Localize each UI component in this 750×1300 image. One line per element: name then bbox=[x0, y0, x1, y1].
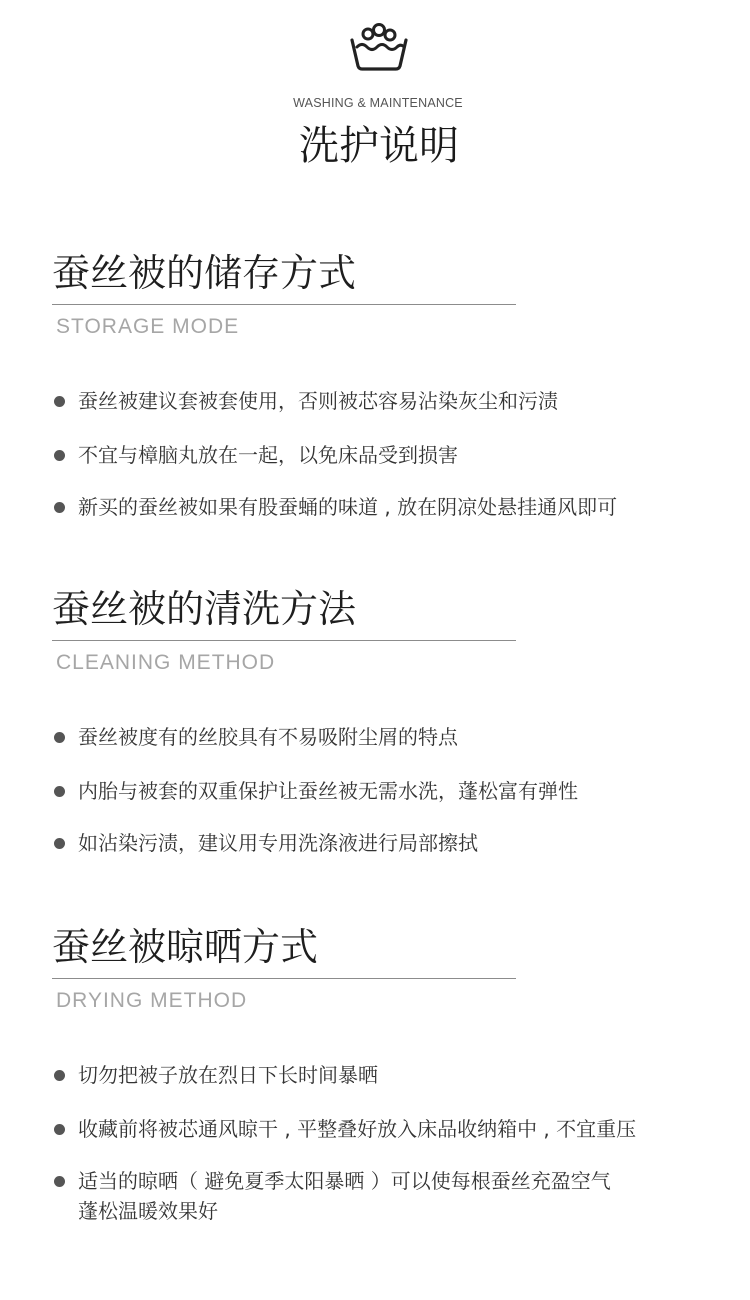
list-item-text: 如沾染污渍，建议用专用洗涤液进行局部擦拭 bbox=[78, 831, 478, 855]
list-item-text: 收藏前将被芯通风晾干 , 平整叠好放入床品收纳箱中 , 不宜重压 bbox=[78, 1117, 637, 1141]
section-divider bbox=[52, 978, 516, 979]
bullet-icon bbox=[54, 502, 65, 513]
list-item-text: 新买的蚕丝被如果有股蚕蛹的味道 , 放在阴凉处悬挂通风即可 bbox=[78, 495, 618, 519]
bullet-icon bbox=[54, 732, 65, 743]
section-divider bbox=[52, 304, 516, 305]
list-item-text: 适当的晾晒（ 避免夏季太阳暴晒 ）可以使每根蚕丝充盈空气 蓬松温暖效果好 bbox=[78, 1169, 611, 1223]
bullet-icon bbox=[54, 450, 65, 461]
page-title: 洗护说明 bbox=[299, 123, 459, 169]
page-header bbox=[0, 0, 750, 190]
section-subtitle: STORAGE MODE bbox=[56, 315, 240, 338]
section-title: 蚕丝被的储存方式 bbox=[52, 251, 357, 295]
section-title: 蚕丝被的清洗方法 bbox=[52, 587, 357, 631]
washing-basin-icon bbox=[348, 22, 410, 72]
bullet-icon bbox=[54, 1124, 65, 1135]
list-item-text: 不宜与樟脑丸放在一起，以免床品受到损害 bbox=[78, 443, 458, 467]
list-item-text: 蚕丝被建议套被套使用，否则被芯容易沾染灰尘和污渍 bbox=[78, 389, 558, 413]
list-item-text: 蚕丝被度有的丝胶具有不易吸附尘屑的特点 bbox=[78, 725, 458, 749]
section-subtitle: DRYING METHOD bbox=[56, 989, 248, 1012]
bullet-icon bbox=[54, 396, 65, 407]
header-subtitle: WASHING & MAINTENANCE bbox=[293, 96, 463, 110]
list-item-text: 切勿把被子放在烈日下长时间暴晒 bbox=[78, 1063, 378, 1087]
list-item-text: 内胎与被套的双重保护让蚕丝被无需水洗，蓬松富有弹性 bbox=[78, 779, 578, 803]
bullet-icon bbox=[54, 838, 65, 849]
section-divider bbox=[52, 640, 516, 641]
section-subtitle: CLEANING METHOD bbox=[56, 651, 276, 674]
bullet-icon bbox=[54, 1176, 65, 1187]
bullet-icon bbox=[54, 786, 65, 797]
section-title: 蚕丝被晾晒方式 bbox=[52, 925, 319, 969]
bullet-icon bbox=[54, 1070, 65, 1081]
